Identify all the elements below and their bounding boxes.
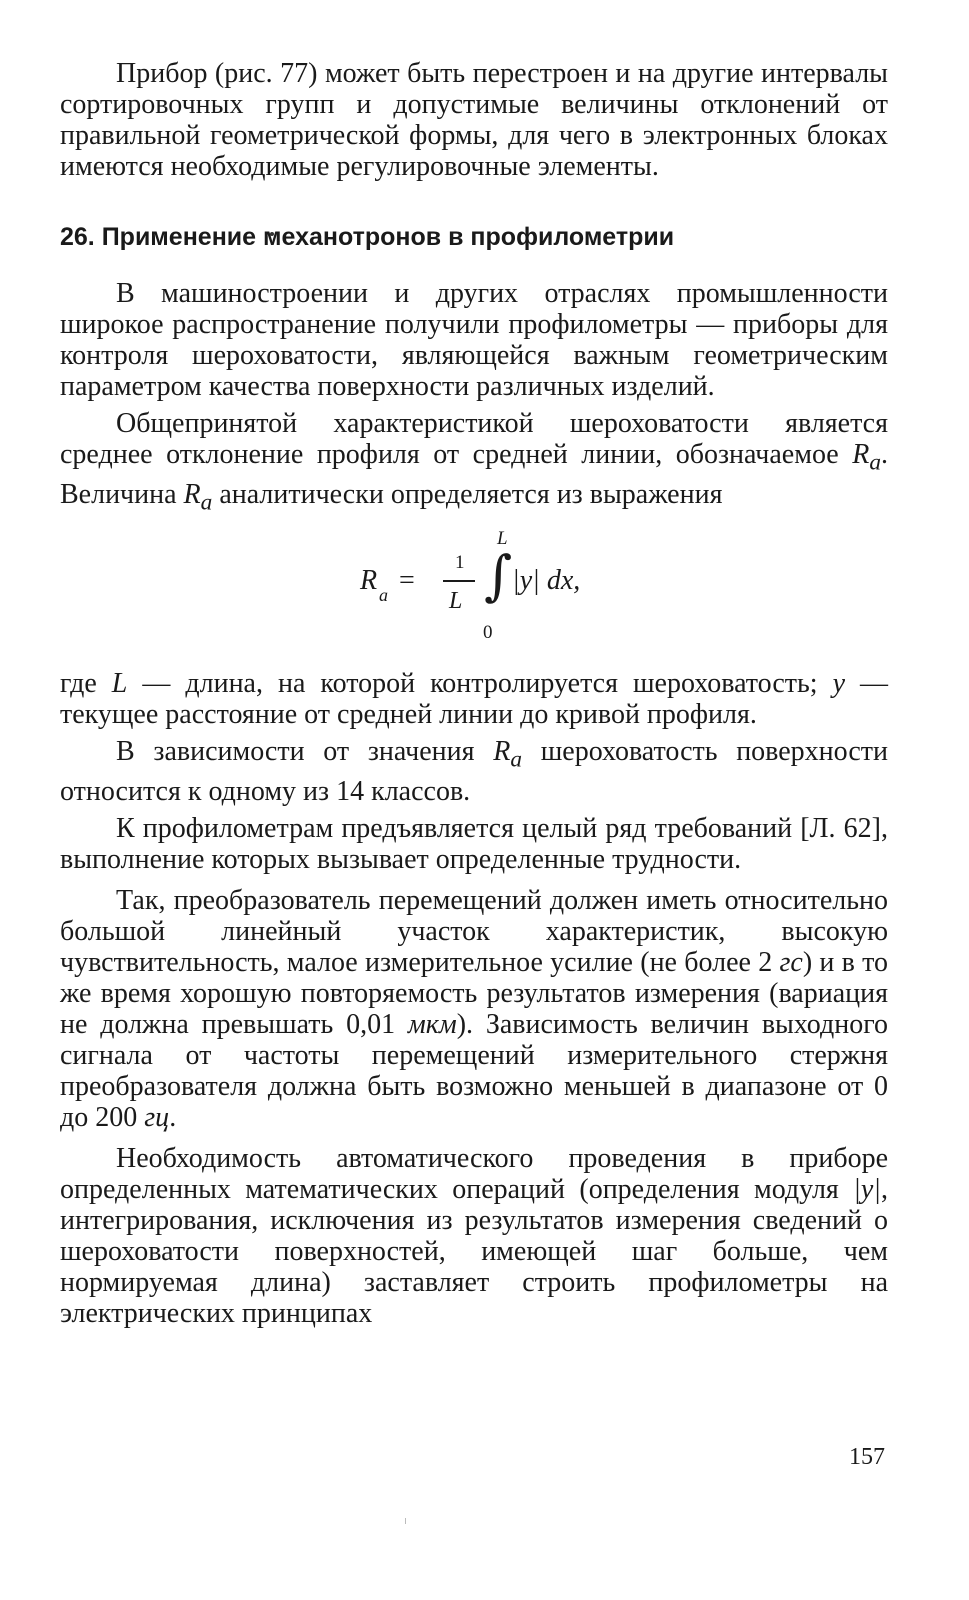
paragraph-5-text-a: В зависимости от значения [116,736,494,768]
paragraph-4 [60,668,888,730]
paragraph-7-text-c: ). Зависимость величин выходного сигнала от частоты перемещений измерительного стержня преобразователя должна быть возможно меньшей в диапазоне от 0 до 200 [60,1008,889,1133]
paragraph-7 [60,885,888,1133]
page-number: 157 [849,1444,885,1470]
paragraph-4-text-a: где [60,668,112,700]
paragraph-3 [60,408,888,518]
formula-lhs-sub: a [379,585,388,606]
bottom-mark [405,1518,406,1524]
formula-equals: = [399,565,415,597]
formula-ra [60,518,888,668]
paragraph-4-text-c: — текущее расстояние от средней линии до кривой профиля. [60,668,889,731]
paragraph-1-text: Прибор (рис. 77) может быть перестроен и на другие интервалы сортировочных групп и допустимые величины отклонений от правильной геометрической формы, для чего в электронных блоках имеются необходимые регулировочные элементы. [60,58,888,182]
paragraph-5 [60,736,888,807]
formula-integral-sign: ∫ [484,544,513,608]
paragraph-6-text: К профилометрам предъявляется целый ряд требований [Л. 62], выполнение которых вызывает определенные трудности. [60,812,888,875]
paragraph-5-text-b: шероховатость поверхности относится к одному из 14 классов. [60,736,888,807]
var-r-sub: a [869,449,881,476]
paragraph-2-text: В машиностроении и других отраслях промышленности широкое распространение получили профилометры — приборы для контроля шероховатости, являющейся важным геометрическим параметром качества поверхности различных изделий. [60,278,888,402]
var-y: y [832,668,845,700]
formula-lower-limit: 0 [483,622,493,644]
formula-upper-limit: L [497,528,508,550]
paragraph-6 [60,813,888,875]
paragraph-3-text-b: . Величина [60,439,888,510]
unit-gs: гс [779,946,803,978]
var-r-3: R [493,736,511,768]
formula-denominator: L [449,588,463,615]
page-content [60,58,888,1329]
formula-fraction-bar [443,580,475,582]
unit-mkm: мкм [407,1008,457,1040]
var-r-sub-2: a [200,489,213,516]
var-mod-y: |y| [853,1173,881,1205]
paragraph-3-text-c: аналитически определяется из выражения [212,478,723,510]
paragraph-7-text-a: Так, преобразователь перемещений должен иметь относительно большой линейный участок характеристик, высокую чувствительность, малое измерительное усилие (не более 2 [60,884,888,978]
formula-integrand: |y| dx, [512,565,581,597]
var-l: L [111,668,128,700]
paragraph-2 [60,278,888,402]
paragraph-8 [60,1143,888,1329]
unit-gts: гц [144,1101,170,1133]
var-r: R [852,439,870,470]
formula-numerator: 1 [455,552,465,574]
paragraph-8-text-a: Необходимость автоматического проведения в приборе определенных математических операций (определения модуля [60,1142,888,1205]
formula-lhs: R [360,565,378,597]
paragraph-8-text-b: , интегрирования, исключения из результатов измерения сведений о шероховатости поверхностей, имеющей шаг больше, чем нормируемая длина) заставляет строить профилометры на электрических принципах [60,1173,888,1329]
section-heading: 26. Применение механотронов в профилометрии [60,223,675,251]
paragraph-7-text-b: ) и в то же время хорошую повторяемость результатов измерения (вариация не должна превышать 0,01 [60,946,888,1040]
var-r-sub-3: a [510,746,523,773]
paragraph-4-text-b: — длина, на которой контролируется шероховатость; [127,668,833,700]
paragraph-3-text-a: Общепринятой характеристикой шероховатости является среднее отклонение профиля от средней линии, обозначаемое [60,408,888,470]
paragraph-7-text-d: . [169,1101,177,1133]
var-r-2: R [183,478,201,510]
paragraph-1 [60,58,888,182]
